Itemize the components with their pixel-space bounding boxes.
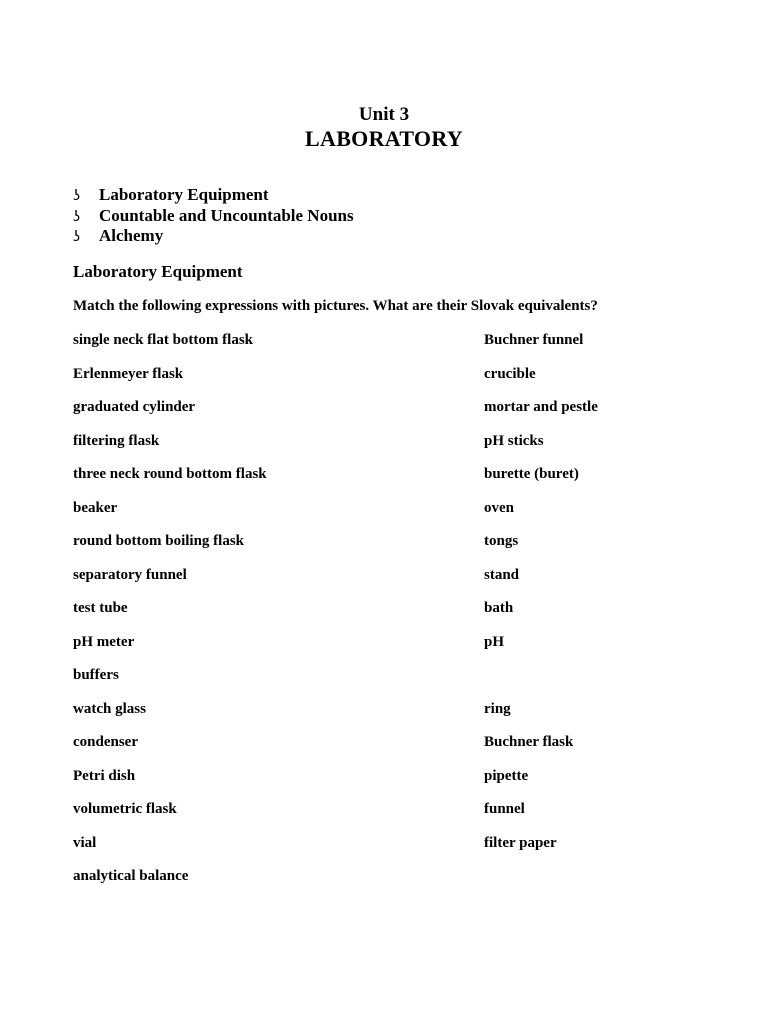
topic-list	[73, 185, 354, 247]
topic-label: Countable and Uncountable Nouns	[99, 205, 354, 225]
term-item: burette (buret)	[484, 466, 579, 482]
bullet-icon: ʖ	[73, 188, 81, 204]
term-item: tongs	[484, 533, 519, 549]
term-item: bath	[484, 600, 514, 616]
term-item: filter paper	[484, 834, 557, 851]
term-item: ring	[484, 700, 511, 717]
term-item: Erlenmeyer flask	[73, 365, 184, 382]
topic-item	[73, 206, 354, 227]
term-item: separatory funnel	[73, 566, 187, 583]
term-item: oven	[484, 499, 514, 516]
term-item: test tube	[73, 600, 128, 616]
term-item: analytical balance	[73, 868, 189, 884]
term-item	[484, 665, 598, 699]
term-item: pH meter	[73, 633, 135, 650]
term-item: three neck round bottom flask	[73, 466, 267, 482]
term-item: Buchner funnel	[484, 332, 584, 348]
term-item: condenser	[73, 734, 138, 750]
term-item: funnel	[484, 801, 525, 817]
term-item: Petri dish	[73, 767, 136, 784]
term-item: graduated cylinder	[73, 399, 196, 415]
term-item: stand	[484, 566, 520, 583]
term-item: vial	[73, 834, 97, 851]
topic-item	[73, 185, 354, 206]
right-term-list	[484, 330, 598, 866]
term-item: volumetric flask	[73, 801, 177, 817]
left-term-list	[73, 330, 267, 900]
unit-number: Unit 3	[358, 104, 410, 125]
topic-label: Alchemy	[99, 226, 164, 245]
term-item: pH	[484, 633, 505, 650]
term-item: pipette	[484, 767, 529, 784]
term-item: round bottom boiling flask	[73, 533, 245, 549]
term-item: pH sticks	[484, 432, 544, 449]
exercise-instruction: Match the following expressions with pictures. What are their Slovak equivalents?	[73, 298, 598, 314]
topic-label: Laboratory Equipment	[99, 185, 269, 204]
term-item: Buchner flask	[484, 734, 574, 750]
term-item: filtering flask	[73, 432, 160, 449]
term-item: crucible	[484, 365, 536, 382]
bullet-icon: ʖ	[73, 229, 81, 245]
term-item: watch glass	[73, 700, 146, 717]
term-item: single neck flat bottom flask	[73, 332, 253, 348]
term-item: buffers	[73, 667, 119, 683]
section-heading: Laboratory Equipment	[73, 262, 243, 281]
topic-item	[73, 226, 354, 247]
term-item: beaker	[73, 499, 118, 516]
bullet-icon: ʖ	[73, 208, 81, 225]
term-item: mortar and pestle	[484, 399, 598, 415]
page-title: LABORATORY	[305, 126, 463, 151]
